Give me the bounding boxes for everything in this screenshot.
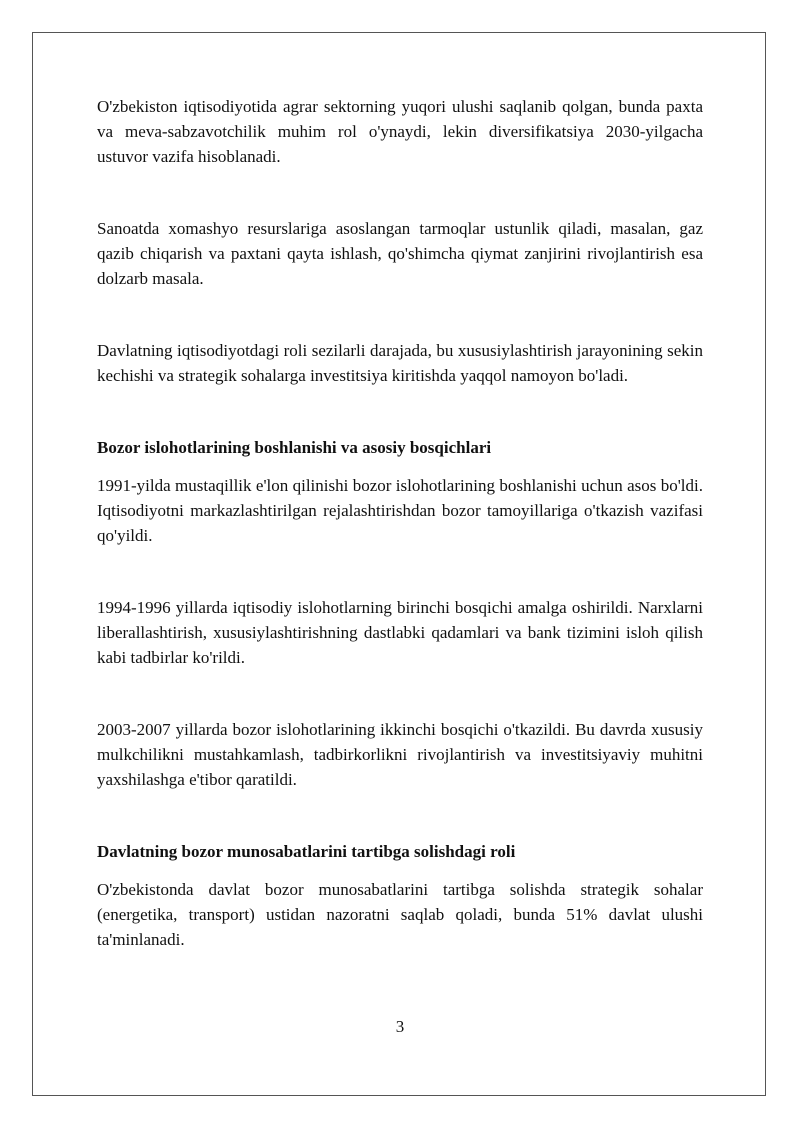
section-heading-bozor-islohotlari: Bozor islohotlarining boshlanishi va asosiy bosqichlari <box>97 438 492 457</box>
paragraph-1991: 1991-yilda mustaqillik e'lon qilinishi bozor islohotlarining boshlanishi uchun asos bo'ldi. Iqtisodiyotni markazlashtirilgan rejalashtirishdan bozor tamoyillariga o'tkazish vazifasi qo'yildi. <box>97 476 703 545</box>
paragraph-1994-1996: 1994-1996 yillarda iqtisodiy islohotlarning birinchi bosqichi amalga oshirildi. Narxlarni liberallashtirish, xususiylashtirishning dastlabki qadamlari va bank tizimini isloh qilish kabi tadbirlar ko'rildi. <box>97 598 703 667</box>
paragraph-2003-2007: 2003-2007 yillarda bozor islohotlarining ikkinchi bosqichi o'tkazildi. Bu davrda xususiy mulkchilikni mustahkamlash, tadbirkorlikni rivojlantirish va investitsiyaviy muhitni yaxshilashga e'tibor qaratildi. <box>97 720 703 789</box>
paragraph-agrar-sektor: O'zbekiston iqtisodiyotida agrar sektorning yuqori ulushi saqlanib qolgan, bunda paxta va meva-sabzavotchilik muhim rol o'ynaydi, lekin diversifikatsiya 2030-yilgacha ustuvor vazifa hisoblanadi. <box>97 97 703 166</box>
section-heading-davlat-tartibga-solish: Davlatning bozor munosabatlarini tartibga solishdagi roli <box>97 842 516 861</box>
paragraph-davlat-ulushi: O'zbekistonda davlat bozor munosabatlarini tartibga solishda strategik sohalar (energetika, transport) ustidan nazoratni saqlab qoladi, bunda 51% davlat ulushi ta'minlanadi. <box>97 880 703 949</box>
paragraph-davlat-roli: Davlatning iqtisodiyotdagi roli sezilarli darajada, bu xususiylashtirish jarayonining sekin kechishi va strategik sohalarga investitsiya kiritishda yaqqol namoyon bo'ladi. <box>97 341 703 385</box>
document-body <box>97 94 703 952</box>
paragraph-sanoat: Sanoatda xomashyo resurslariga asoslangan tarmoqlar ustunlik qiladi, masalan, gaz qazib chiqarish va paxtani qayta ishlash, qo'shimcha qiymat zanjirini rivojlantirish esa dolzarb masala. <box>97 219 703 288</box>
page-number: 3 <box>395 1017 405 1036</box>
